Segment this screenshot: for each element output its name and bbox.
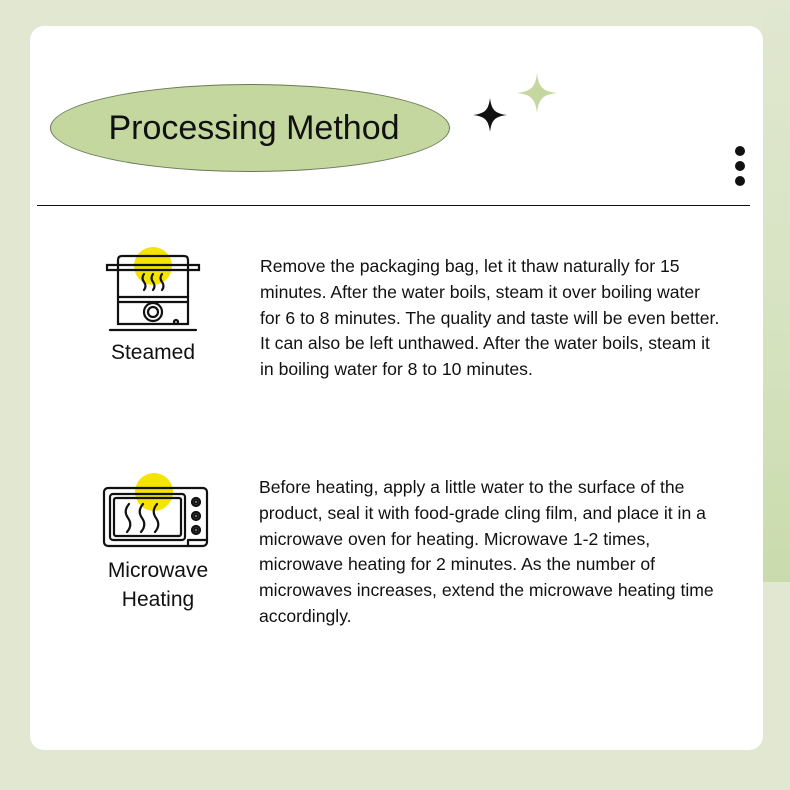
microwave-icon: [101, 470, 209, 548]
method-description-steamed: [260, 254, 722, 383]
kebab-menu-icon[interactable]: [733, 146, 747, 186]
page-title: Processing Method: [108, 108, 400, 147]
method-label-line: Heating: [121, 588, 195, 611]
background-gradient-strip: [762, 0, 790, 582]
sparkle-icon: [473, 98, 507, 132]
description-paragraph: It can also be left unthawed. After the water boils, steam it in boiling water for 8 to 10 minutes.: [260, 333, 710, 380]
description-paragraph: Before heating, apply a little water to the surface of the product, seal it with food-grade cling film, and place it in a microwave oven for heating. Microwave 1-2 times, microwave heating for 2 minutes. As the number of microwaves increases, extend the microwave heating time accordingly.: [259, 477, 714, 626]
method-label-microwave: [88, 556, 228, 614]
method-label-steamed: Steamed: [110, 341, 196, 364]
dot: [735, 176, 745, 186]
method-label-line: Microwave: [107, 559, 209, 582]
divider: [37, 205, 750, 206]
sparkle-icon: [517, 73, 557, 113]
description-paragraph: Remove the packaging bag, let it thaw naturally for 15 minutes. After the water boils, steam it over boiling water for 6 to 8 minutes. The quality and taste will be even better.: [260, 256, 720, 328]
dot: [735, 161, 745, 171]
method-description-microwave: [259, 475, 725, 630]
dot: [735, 146, 745, 156]
steamer-icon: [104, 246, 202, 332]
